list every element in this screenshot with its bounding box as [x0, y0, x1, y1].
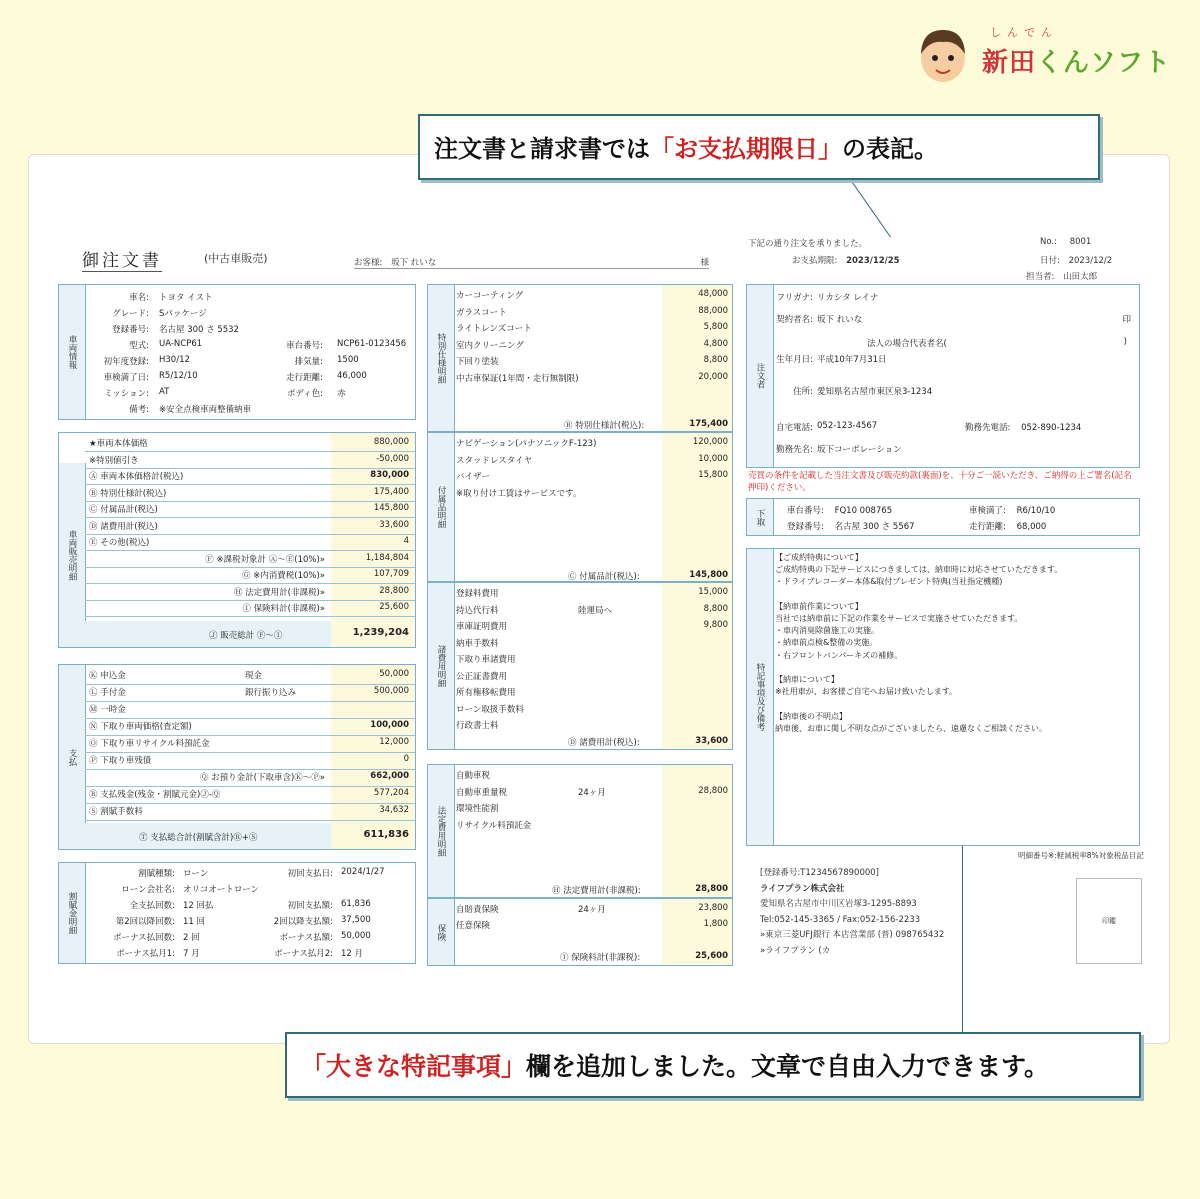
sales-total-value: 1,239,204: [352, 627, 409, 638]
payment-value: 12,000: [379, 737, 409, 747]
sales-box: [58, 432, 416, 648]
sama-label: 様: [700, 258, 709, 268]
callout-bottom-post: 欄を追加しました。文章で自由入力できます。: [526, 1052, 1050, 1081]
sales-label: Ⓖ ※内消費税(10%)»: [241, 571, 325, 581]
loan-value2: 50,000: [341, 931, 371, 941]
vehicle-value: ※安全点検車両整備納車: [159, 405, 252, 415]
remark-line: 納車後、お車に関し不明な点がございましたら、遠慮なくご相談ください。: [775, 723, 1047, 733]
payment-value: 0: [403, 754, 409, 764]
remark-line: ・車内消臭除菌施工の実施。: [775, 626, 879, 636]
loan-label2: 初回支払額:: [287, 901, 333, 911]
remark-line: 【納車後の不明点】: [775, 711, 847, 721]
orderer-label: 住所:: [793, 387, 813, 397]
fees-note: 陸運局へ: [578, 605, 613, 616]
fees-value: 8,800: [703, 603, 728, 614]
fees-item: 持込代行料: [456, 605, 499, 616]
row-divider: [85, 534, 415, 535]
remark-line: 【納車について】: [775, 675, 839, 684]
insurance-note: 24ヶ月: [578, 905, 606, 915]
trade-mileage-value: 68,000: [1016, 522, 1047, 532]
trade-registration-value: 名古屋 300 さ 5567: [834, 522, 915, 532]
row-divider: [85, 718, 415, 719]
special-box: [427, 284, 733, 432]
sales-label: Ⓘ 保険料計(非課税)»: [242, 604, 325, 614]
vehicle-info-box: [58, 284, 416, 420]
special-value: 5,800: [703, 322, 728, 332]
no-value: 8001: [1069, 237, 1092, 247]
row-divider: [85, 451, 415, 452]
company-block: [760, 866, 944, 959]
orderer-bu: 印: [1122, 315, 1131, 325]
stamp-box: [1076, 878, 1142, 964]
sales-value: 4: [403, 536, 409, 546]
special-total-label: Ⓑ 特別仕様計(税込):: [564, 421, 645, 431]
fees-item: 行政書士料: [456, 721, 499, 731]
accessory-total-label: Ⓒ 付属品計(税込):: [568, 572, 640, 582]
legal-side-label: 法定費用明細: [428, 765, 455, 897]
loan-value: 2 回: [183, 933, 200, 943]
payment-method: 銀行振り込み: [245, 688, 297, 698]
legal-value: 28,800: [698, 785, 728, 796]
fees-item: 登録料費用: [456, 589, 499, 599]
payment-value: 100,000: [370, 720, 409, 730]
payment-label: Ⓛ 手付金: [89, 688, 126, 698]
company-bank: »東京三菱UFJ銀行 本店営業部 (普) 098765432: [760, 930, 945, 940]
payment-label: Ⓝ 下取り車両価格(査定額): [89, 722, 192, 732]
orderer-label: 自宅電話:: [776, 423, 813, 433]
legal-box: [427, 764, 733, 898]
legal-item: 自動車税: [456, 771, 491, 781]
fees-total-label: Ⓓ 諸費用計(税込):: [568, 738, 640, 748]
vehicle-value: Sパッケージ: [159, 309, 207, 319]
payment-total-value: 611,836: [363, 829, 409, 840]
customer-line: [354, 256, 709, 269]
vehicle-label2: 排気量:: [294, 357, 323, 367]
loan-value2: 61,836: [341, 899, 371, 909]
doc-date: [1040, 254, 1112, 266]
payment-method: 現金: [245, 671, 263, 681]
trade-mileage-label: 走行距離:: [969, 522, 1006, 532]
accessory-item: バイザー: [456, 472, 491, 482]
accessory-item: ※取り付け工賃はサービスです。: [456, 488, 582, 499]
sales-value: 107,709: [373, 569, 409, 579]
sales-label: Ⓔ その他(税込): [89, 538, 150, 548]
trade-mileage: [969, 520, 1046, 532]
sales-value: 1,184,804: [365, 552, 409, 563]
legal-item: 環境性能割: [456, 804, 499, 814]
row-divider: [85, 600, 415, 601]
special-item: 室内クリーニング: [456, 340, 524, 351]
special-item: ライトレンズコート: [456, 324, 532, 334]
sales-total-label: Ⓙ 販売総計 Ⓕ〜Ⓘ: [209, 631, 283, 641]
legal-item: リサイクル料預託金: [456, 820, 532, 831]
row-divider: [85, 752, 415, 753]
insurance-total-value: 25,600: [695, 951, 728, 961]
staff-value: 山田太郎: [1063, 272, 1098, 282]
remark-line: ・右フロントバンパーキズの補修。: [775, 650, 903, 660]
loan-label: ボーナス払月1:: [116, 949, 175, 959]
payment-label: Ⓞ 下取り車リサイクル料預託金: [89, 739, 210, 749]
work-phone-value: 052-890-1234: [1021, 423, 1082, 433]
special-item: 下回り塗装: [456, 357, 499, 367]
logo-text-b: くんソフト: [1036, 48, 1172, 78]
logo-text-a: 新田: [982, 48, 1037, 78]
accessory-total-value: 145,800: [689, 570, 728, 580]
accessory-value: 120,000: [692, 437, 728, 447]
payment-label: Ⓚ 申込金: [89, 671, 126, 681]
loan-label: ボーナス払回数:: [112, 933, 175, 943]
customer-name: 坂下 れいな: [391, 258, 437, 268]
due-label: お支払期限:: [792, 256, 838, 266]
loan-label: 全支払回数:: [129, 901, 175, 911]
sales-value: 28,800: [379, 585, 409, 596]
loan-side-label: 割賦金明細: [59, 863, 86, 963]
sales-value: 880,000: [373, 437, 409, 447]
loan-label2: 2回以降支払額:: [273, 917, 333, 927]
loan-value: ローン: [183, 869, 209, 879]
fees-item: 公正証書費用: [456, 671, 508, 682]
sales-label: Ⓓ 諸費用計(税込): [89, 521, 158, 532]
company-address: 愛知県名古屋市中川区岩塚3-1295-8893: [760, 899, 917, 909]
vehicle-value2: NCP61-0123456: [337, 339, 407, 349]
remark-line: ご成約特典の下記サービスにつきましては、納車時に対応させていただきます。: [775, 565, 1063, 575]
sales-value-column: [331, 433, 415, 647]
company-holder: »ライフプラン (カ: [760, 945, 831, 956]
row-divider: [85, 701, 415, 702]
fees-value: 15,000: [698, 587, 728, 597]
trade-chassis: [787, 504, 892, 516]
insurance-item: 任意保険: [456, 921, 491, 931]
date-label: 日付:: [1040, 256, 1060, 266]
due-value: 2023/12/25: [846, 256, 900, 266]
orderer-value: 坂下コーポレーション: [817, 445, 902, 455]
sales-value: 145,800: [373, 503, 409, 513]
row-divider: [85, 567, 415, 568]
loan-label2: 初回支払日:: [287, 869, 333, 879]
vehicle-label: 型式:: [129, 341, 149, 351]
orderer-value: 坂下 れいな: [817, 315, 863, 325]
row-divider: [85, 501, 415, 502]
doc-number: [1040, 237, 1091, 247]
special-item: カーコーティング: [456, 291, 524, 301]
vehicle-value: R5/12/10: [159, 371, 198, 381]
payment-value: 34,632: [379, 805, 409, 815]
row-divider: [85, 616, 415, 617]
trade-inspection-value: R6/10/10: [1016, 506, 1056, 516]
insurance-box: [427, 898, 733, 966]
due-date: [792, 254, 900, 266]
vehicle-value2: 赤: [337, 389, 346, 399]
special-value: 88,000: [698, 305, 728, 316]
trade-chassis-label: 車台番号:: [787, 506, 824, 516]
vehicle-label2: ボディ色:: [286, 389, 323, 399]
trade-registration-label: 登録番号:: [787, 522, 824, 532]
payment-label: Ⓡ 支払残金(残金・割賦元金)Ⓙ-Ⓠ: [89, 790, 221, 800]
orderer-label: 契約者名:: [776, 315, 813, 325]
orderer-side-label: 注文者: [747, 285, 774, 467]
staff-label: 担当者:: [1026, 272, 1055, 282]
accessory-side-label: 付属品明細: [428, 433, 455, 581]
callout-bottom-red: 「大きな特記事項」: [301, 1052, 527, 1081]
vehicle-value: 名古屋 300 さ 5532: [159, 325, 239, 335]
sales-value: 33,600: [379, 519, 409, 530]
insurance-value: 23,800: [698, 903, 728, 913]
vehicle-value: UA-NCP61: [159, 339, 203, 349]
insurance-side-label: 保険: [428, 899, 455, 965]
fees-value: 9,800: [703, 620, 728, 630]
special-side-label: 特別仕様明細: [428, 285, 455, 431]
company-registration: [登録番号:T1234567890000]: [760, 868, 879, 878]
callout-top: [418, 114, 1100, 180]
insurance-total-label: Ⓘ 保険料計(非課税):: [560, 953, 641, 963]
row-divider: [85, 684, 415, 685]
special-value: 20,000: [698, 371, 728, 382]
vehicle-label: 初年度登録:: [103, 357, 149, 367]
vehicle-side-label: 車両情報: [59, 285, 86, 419]
work-phone-label: 勤務先電話:: [965, 423, 1011, 433]
vehicle-value: トヨタ イスト: [159, 293, 213, 303]
remark-line: 当社では納車前に下記の作業をサービスで実施させていただきます。: [775, 614, 1023, 623]
orderer-label: 生年月日:: [776, 355, 813, 365]
vehicle-value: AT: [159, 387, 170, 397]
loan-label2: ボーナス払月2:: [274, 949, 333, 959]
loan-value2: 37,500: [341, 915, 371, 925]
row-divider: [85, 517, 415, 518]
sales-value: 175,400: [373, 486, 409, 497]
remarks-side-label: 特記事項及び備考: [747, 549, 774, 845]
fees-item: 所有権移転費用: [456, 688, 516, 698]
remark-line: 【納車前作業について】: [775, 601, 863, 611]
special-value: 4,800: [703, 338, 728, 349]
sales-label: Ⓕ ※課税対象計 Ⓐ〜Ⓔ(10%)»: [205, 554, 325, 565]
accessory-item: スタッドレスタイヤ: [456, 455, 533, 466]
customer-label: お客様:: [354, 258, 383, 268]
payment-value: 577,204: [373, 788, 409, 798]
brand-logo: [916, 22, 1176, 92]
callout-top-pre: 注文書と請求書では: [434, 135, 650, 163]
special-total-value: 175,400: [689, 419, 728, 429]
trade-registration: [787, 520, 915, 532]
sales-total-band: [85, 621, 331, 647]
sales-value: 830,000: [370, 470, 409, 480]
orderer-value: リカシタ レイナ: [817, 293, 879, 303]
legal-total-value: 28,800: [695, 884, 728, 894]
orderer-label: フリガナ:: [776, 293, 813, 303]
sales-label: ※特別値引き: [89, 455, 139, 466]
orderer-work-phone: [965, 421, 1081, 433]
remark-line: ・納車前点検&整備の実施。: [775, 638, 878, 648]
accessory-value: 10,000: [698, 453, 728, 464]
fees-item: 納車手数料: [456, 638, 499, 649]
row-divider: [85, 769, 415, 770]
vehicle-label: 備考:: [129, 405, 149, 415]
loan-label: 割賦種類:: [138, 869, 175, 879]
orderer-value: 052-123-4567: [817, 421, 878, 431]
payment-value: 662,000: [370, 771, 409, 781]
payment-label: Ⓟ 下取り車残債: [89, 756, 152, 766]
callout-connector-bottom: [962, 830, 963, 1032]
remarks-box: [746, 548, 1140, 846]
vehicle-label: 車名:: [129, 293, 149, 303]
logo-ruby: しんでん: [990, 26, 1058, 39]
fees-side-label: 諸費用明細: [428, 583, 455, 749]
insurance-item: 自賠責保険: [456, 905, 499, 915]
payment-value: 500,000: [373, 686, 409, 696]
orderer-value: 法人の場合代表者名(: [867, 339, 947, 349]
loan-label: 第2回以降回数:: [115, 917, 175, 927]
trade-inspection: [969, 504, 1055, 516]
staff: [1026, 270, 1097, 282]
remark-line: ・ドライブレコーダー本体&取付プレゼント特典(当社指定機種): [775, 577, 1003, 587]
company-phone: Tel:052-145-3365 / Fax:052-156-2233: [760, 914, 921, 925]
payment-label: Ⓜ 一時金: [89, 705, 126, 715]
callout-top-post: の表記。: [842, 135, 938, 163]
sales-label: Ⓐ 車両本体価格計(税込): [89, 472, 184, 482]
loan-value: 12 回払: [183, 901, 214, 911]
fees-item: ローン取扱手数料: [456, 704, 524, 715]
loan-box: [58, 862, 416, 964]
trade-in-box: [746, 498, 1140, 536]
boy-face-icon: [916, 26, 970, 84]
loan-value: 11 回: [183, 917, 206, 927]
vehicle-value: H30/12: [159, 355, 190, 365]
stamp-label: 印鑑: [1102, 917, 1116, 925]
trade-chassis-value: FQ10 008765: [834, 506, 893, 516]
fees-box: [427, 582, 733, 750]
fees-total-value: 33,600: [695, 736, 728, 746]
accessory-box: [427, 432, 733, 582]
special-value: 8,800: [703, 355, 728, 365]
order-note: 下記の通り注文を承りました。: [748, 239, 868, 249]
notice-text: 売買の条件を記載した当注文書及び販売約款(裏面)を、十分ご一読いただき、ご納得の上ご署名(記名押印)ください。: [748, 471, 1132, 493]
special-item: 中古車保証(1年間・走行無制限): [456, 373, 579, 384]
no-label: No.:: [1040, 237, 1057, 247]
remark-line: 【ご成約特典について】: [775, 553, 863, 562]
payment-total-label: Ⓣ 支払総合計(割賦含計)Ⓡ+Ⓢ: [139, 833, 258, 843]
row-divider: [85, 786, 415, 787]
loan-value: 7 月: [183, 949, 200, 959]
payment-box: [58, 664, 416, 850]
doc-subtitle: (中古車販売): [204, 252, 268, 265]
loan-label2: ボーナス払額:: [279, 933, 333, 943]
callout-top-red: 「お支払期限日」: [650, 135, 842, 163]
row-divider: [85, 550, 415, 551]
tax-note: 明細番号※:軽減税率8%対象税品目記: [1018, 851, 1144, 860]
date-value: 2023/12/2: [1068, 256, 1113, 266]
row-divider: [85, 468, 415, 469]
loan-label: ローン会社名:: [121, 885, 175, 895]
loan-value2: 2024/1/27: [341, 867, 385, 877]
vehicle-label: グレード:: [112, 309, 149, 319]
sales-value: 25,600: [379, 602, 409, 612]
special-item: ガラスコート: [456, 307, 507, 318]
orderer-box: [746, 284, 1140, 468]
sales-label: Ⓗ 法定費用計(非課税)»: [233, 587, 325, 598]
payment-label: Ⓠ お預り金計(下取車含)Ⓚ〜Ⓟ»: [199, 773, 325, 783]
fees-item: 下取り車諸費用: [456, 655, 516, 665]
row-divider: [85, 803, 415, 804]
special-value: 48,000: [698, 289, 728, 299]
callout-bottom: [285, 1032, 1141, 1098]
insurance-value: 1,800: [703, 919, 728, 929]
row-divider: [85, 820, 415, 821]
company-name: ライフプラン株式会社: [760, 883, 845, 894]
sales-value: -50,000: [376, 453, 409, 464]
orderer-label: 勤務先名:: [776, 445, 813, 455]
row-divider: [85, 583, 415, 584]
trade-side-label: 下取: [747, 499, 774, 535]
sales-label: Ⓒ 付属品計(税込): [89, 505, 158, 515]
sales-label: ★車両本体価格: [89, 439, 148, 449]
vehicle-label2: 車台番号:: [286, 341, 323, 351]
vehicle-label: 車検満了日:: [103, 373, 149, 383]
trade-inspection-label: 車検満了:: [969, 506, 1006, 516]
vehicle-label2: 走行距離:: [286, 373, 323, 383]
logo-text: [982, 42, 1171, 79]
sales-label: Ⓑ 特別仕様計(税込): [89, 488, 167, 499]
legal-note: 24ヶ月: [578, 787, 606, 798]
legal-item: 自動車重量税: [456, 787, 508, 798]
accessory-item: ナビゲーション(パナソニックF-123): [456, 439, 597, 449]
payment-value: 50,000: [379, 669, 409, 679]
orderer-value: 愛知県名古屋市東区泉3-1234: [817, 387, 933, 397]
remark-line: ※社用車が、お客様ご自宅へお届け致いたします。: [775, 687, 958, 697]
loan-value2: 12 月: [341, 949, 364, 959]
accessory-value: 15,800: [698, 470, 728, 480]
doc-title: 御注文書: [82, 246, 162, 272]
row-divider: [85, 735, 415, 736]
vehicle-label: 登録番号:: [112, 325, 149, 335]
row-divider: [85, 484, 415, 485]
fees-item: 車庫証明費用: [456, 622, 508, 632]
payment-label: Ⓢ 割賦手数料: [89, 807, 143, 817]
legal-total-label: Ⓗ 法定費用計(非課税):: [552, 886, 641, 896]
sales-side-label: 車両販売明細: [59, 463, 86, 647]
loan-value: オリコオートローン: [183, 885, 260, 895]
orderer-value: 平成10年7月31日: [817, 355, 887, 365]
orderer-paren: ): [1123, 337, 1127, 347]
vehicle-value2: 46,000: [337, 371, 367, 381]
vehicle-label: ミッション:: [103, 389, 149, 399]
payment-side-label: 支払: [59, 665, 86, 849]
vehicle-value2: 1500: [337, 355, 359, 365]
